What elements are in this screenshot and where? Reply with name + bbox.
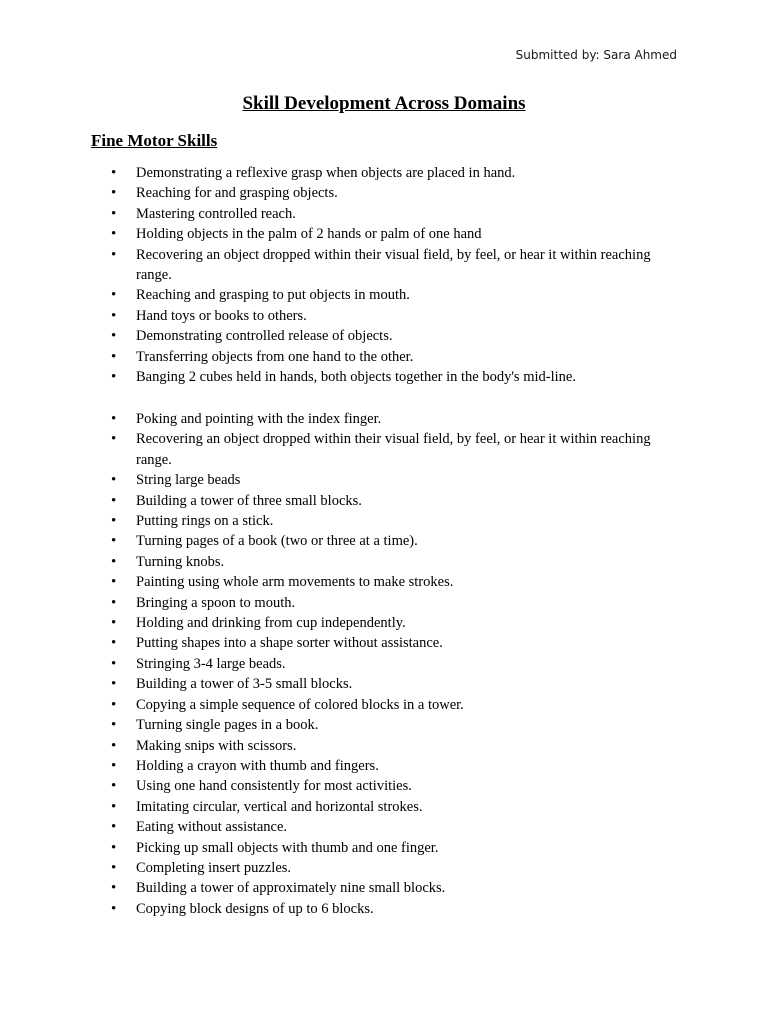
list-item: • Building a tower of 3-5 small blocks.	[0, 674, 768, 694]
list-item: • Making snips with scissors.	[0, 736, 768, 756]
list-item: • Turning pages of a book (two or three at a time).	[0, 531, 768, 551]
list-item: • Turning single pages in a book.	[0, 715, 768, 735]
list-item: • Imitating circular, vertical and horizontal strokes.	[0, 797, 768, 817]
list-item: • Painting using whole arm movements to make strokes.	[0, 572, 768, 592]
list-item: • Using one hand consistently for most activities.	[0, 776, 768, 796]
section-heading-fine-motor: Fine Motor Skills	[91, 131, 218, 150]
document-title: Skill Development Across Domains	[242, 93, 526, 114]
list-item: • Bringing a spoon to mouth.	[0, 593, 768, 613]
list-item: • Demonstrating controlled release of objects.	[0, 326, 768, 346]
list-item: • Recovering an object dropped within their visual field, by feel, or hear it within reaching range.	[0, 245, 768, 286]
list-item: • Stringing 3-4 large beads.	[0, 654, 768, 674]
list-item: • Turning knobs.	[0, 552, 768, 572]
list-item: • Transferring objects from one hand to the other.	[0, 347, 768, 367]
list-item: • Mastering controlled reach.	[0, 204, 768, 224]
list-item: • Banging 2 cubes held in hands, both objects together in the body's mid-line.	[0, 367, 768, 387]
submitted-by: Submitted by: Sara Ahmed	[515, 48, 677, 62]
list-item: • Picking up small objects with thumb and one finger.	[0, 838, 768, 858]
list-item: • Copying a simple sequence of colored blocks in a tower.	[0, 695, 768, 715]
list-item: • Putting shapes into a shape sorter without assistance.	[0, 633, 768, 653]
list-item: • Demonstrating a reflexive grasp when objects are placed in hand.	[0, 163, 768, 183]
list-item: • Poking and pointing with the index finger.	[0, 409, 768, 429]
list-item: • Holding objects in the palm of 2 hands or palm of one hand	[0, 224, 768, 244]
list-item: • String large beads	[0, 470, 768, 490]
list-item: • Holding and drinking from cup independently.	[0, 613, 768, 633]
bullet-list-group-2	[0, 409, 768, 919]
list-item: • Putting rings on a stick.	[0, 511, 768, 531]
list-item: • Building a tower of approximately nine small blocks.	[0, 878, 768, 898]
list-item: • Reaching and grasping to put objects in mouth.	[0, 285, 768, 305]
list-item: • Holding a crayon with thumb and fingers.	[0, 756, 768, 776]
list-item: • Recovering an object dropped within their visual field, by feel, or hear it within reaching range.	[0, 429, 768, 470]
list-item: • Copying block designs of up to 6 blocks.	[0, 899, 768, 919]
list-item: • Reaching for and grasping objects.	[0, 183, 768, 203]
list-item: • Building a tower of three small blocks.	[0, 491, 768, 511]
bullet-list-group-1	[0, 163, 768, 387]
list-item: • Hand toys or books to others.	[0, 306, 768, 326]
list-item: • Eating without assistance.	[0, 817, 768, 837]
list-item: • Completing insert puzzles.	[0, 858, 768, 878]
